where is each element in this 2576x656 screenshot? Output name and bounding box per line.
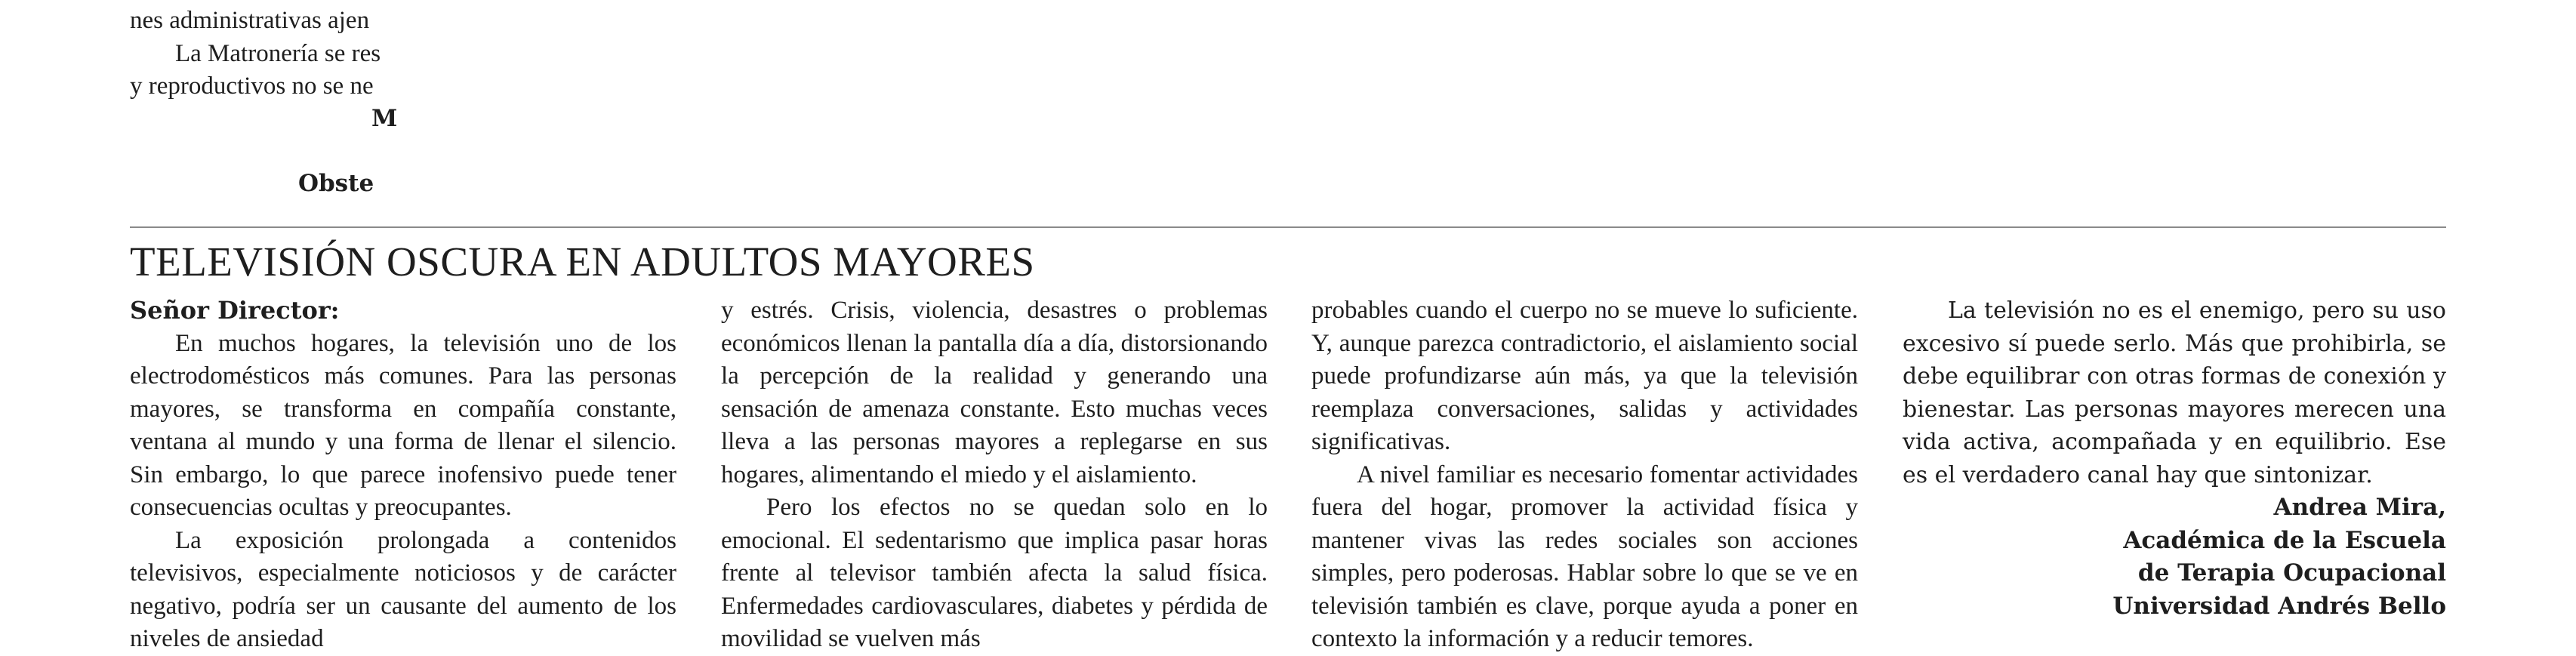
author-signature xyxy=(1903,491,2446,623)
author-title: Académica de la Escuela xyxy=(2123,526,2446,554)
previous-signature-initial: M xyxy=(371,105,398,132)
article-paragraph: La exposición prolongada a contenidos televisivos, especialmente noticiosos y de carácter negativo, podría ser un causante del aumento de los niveles de ansiedad xyxy=(130,526,676,652)
previous-article-fragment xyxy=(130,0,398,219)
article-paragraph: Pero los efectos no se quedan solo en lo emocional. El sedentarismo que implica pasar horas frente al televisor también afecta la salud física. Enfermedades cardiovasculares, diabetes y pérdida de movilidad se vuelven más xyxy=(721,494,1268,652)
article-paragraph-continued: y estrés. Crisis, violencia, desastres o problemas económicos llenan la pantalla día a día, distorsionando la percepción de la realidad y generando una sensación de amenaza constante. Esto muchas veces lleva a las personas mayores a replegarse en sus hogares, alimentando el miedo y el aislamiento. xyxy=(721,297,1268,488)
author-institution: Universidad Andrés Bello xyxy=(2112,592,2446,620)
article-column-4 xyxy=(1903,294,2446,623)
author-name: Andrea Mira, xyxy=(2273,494,2446,521)
article-paragraph: En muchos hogares, la televisión uno de los electrodomésticos más comunes. Para las personas mayores, se transforma en compañía constante, ventana al mundo y una forma de llenar el silencio. Sin embargo, lo que parece inofensivo puede tener consecuencias ocultas y preocupantes. xyxy=(130,329,676,521)
article-paragraph: La televisión no es el enemigo, pero su uso excesivo sí puede serlo. Más que prohibirla, se debe equilibrar con otras formas de conexión y bienestar. Las personas mayores merecen una vida activa, acompañada y en equilibrio. Ese es el verdadero canal hay que sintonizar. xyxy=(1903,297,2446,488)
article-headline: TELEVISIÓN OSCURA EN ADULTOS MAYORES xyxy=(130,239,1035,285)
article-column-3 xyxy=(1311,294,1858,656)
author-department: de Terapia Ocupacional xyxy=(2137,559,2446,587)
previous-article-line: nes administrativas ajen xyxy=(130,7,370,34)
previous-signature-fragment: Obste xyxy=(298,170,374,197)
salutation: Señor Director: xyxy=(130,296,340,325)
previous-article-line: La Matronería se res xyxy=(175,39,381,67)
previous-article-line: y reproductivos no se ne xyxy=(130,72,374,100)
article-paragraph-continued: probables cuando el cuerpo no se mueve lo suficiente. Y, aunque parezca contradictorio, el aislamiento social puede profundizarse aún más, ya que la televisión reemplaza conversaciones, salidas y actividades significativas. xyxy=(1311,297,1858,455)
section-divider xyxy=(130,226,2446,228)
article-paragraph: A nivel familiar es necesario fomentar actividades fuera del hogar, promover la actividad física y mantener vivas las redes sociales son acciones simples, pero poderosas. Hablar sobre lo que se ve en televisión también es clave, porque ayuda a poner en contexto la información y a reducir temores. xyxy=(1311,460,1858,652)
article-column-2 xyxy=(721,294,1268,656)
article-column-1 xyxy=(130,294,676,656)
